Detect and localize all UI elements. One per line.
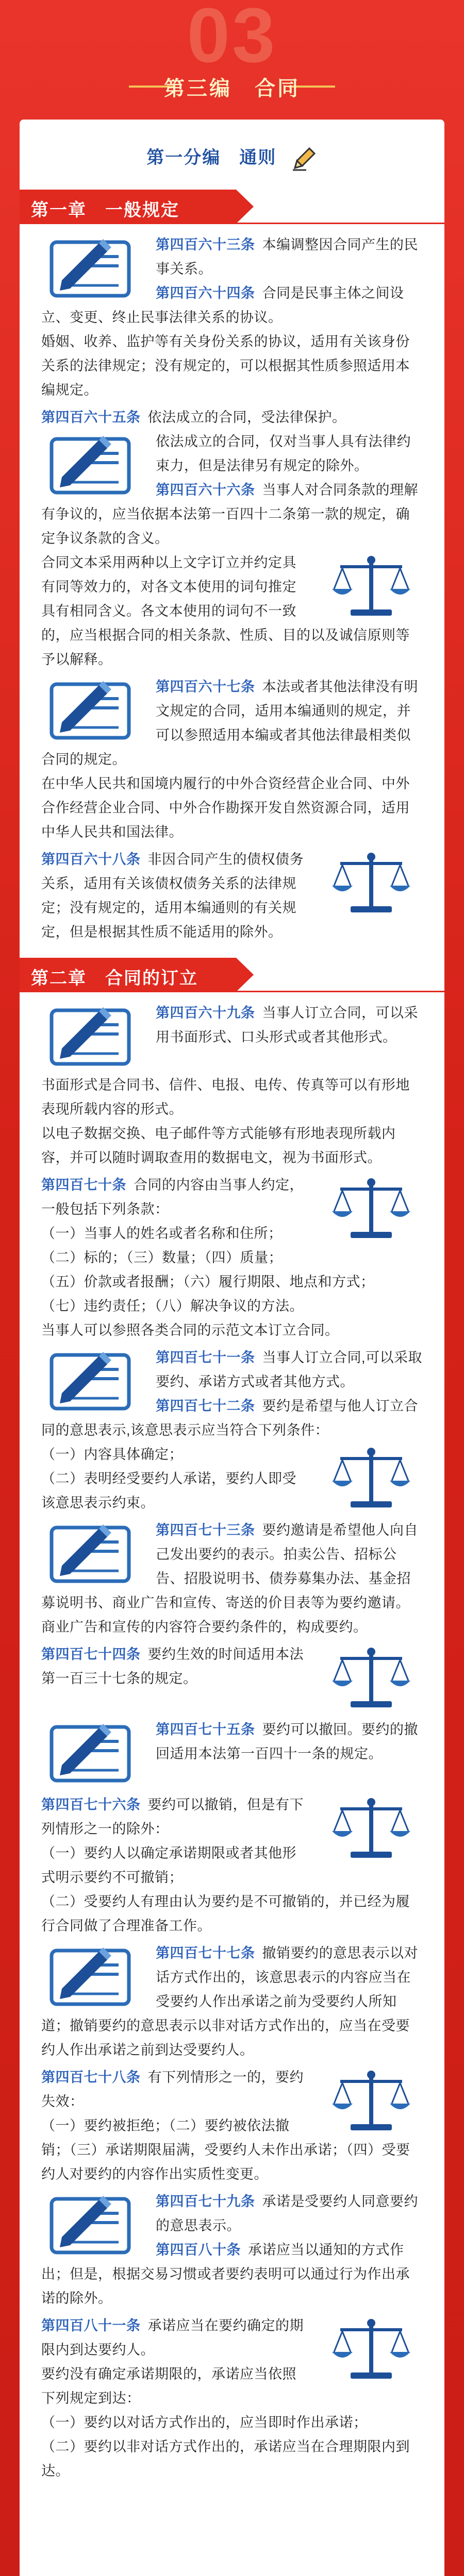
- content-card: [20, 120, 444, 2576]
- article-text: 要约可以撤销，但是有下列情形之一的除外：: [41, 1797, 304, 1837]
- article-number: 第四百六十四条: [156, 285, 255, 301]
- article-number: 第四百七十四条: [41, 1647, 141, 1663]
- article-item: （七）违约责任；（八）解决争议的方法。: [41, 1298, 304, 1314]
- article-text: 撤销要约的意思表示以对话方式作出的，该意思表示的内容应当在受要约人作出承诺之前为受要约人所知道；撤销要约的意思表示以非对话方式作出的，应当在受要约人作出承诺之前到达受要约人。: [41, 1945, 418, 2058]
- article-number: 第四百八十条: [156, 2242, 241, 2258]
- article-text: 承诺应当以通知的方式作出；但是，根据交易习惯或者要约表明可以通过行为作出承诺的除外。: [41, 2242, 410, 2307]
- article-number: 第四百六十八条: [41, 852, 141, 868]
- article-471: [41, 1346, 423, 1515]
- chapter-2-title: 第二章 合同的订立: [31, 969, 198, 989]
- article-467: [41, 675, 423, 844]
- contract-pen-icon: [41, 1348, 144, 1415]
- contract-pen-icon: [41, 1003, 144, 1070]
- article-468: [41, 848, 423, 944]
- chapter-1-header: [20, 190, 444, 224]
- article-text: 承诺是受要约人同意要约的意思表示。: [156, 2194, 418, 2234]
- article-463: [41, 233, 423, 402]
- article-text: 合同是民事主体之间设立、变更、终止民事法律关系的协议。: [41, 285, 404, 326]
- article-text: 有下列情形之一的，要约失效：: [41, 2070, 304, 2110]
- article-paragraph: 合同文本采用两种以上文字订立并约定具有同等效力的，对各文本使用的词句推定具有相同含义。各文本使用的词句不一致的，应当根据合同的相关条款、性质、目的以及诚信原则等予以解释。: [41, 555, 410, 668]
- scales-of-justice-icon: [320, 1795, 423, 1862]
- article-number: 第四百七十八条: [41, 2070, 141, 2086]
- contract-pen-icon: [41, 235, 144, 302]
- scales-of-justice-icon: [320, 1445, 423, 1512]
- article-465: [41, 405, 423, 672]
- article-number: 第四百七十九条: [156, 2194, 255, 2210]
- article-text: 当事人对合同条款的理解有争议的，应当依据本法第一百四十二条第一款的规定，确定争议条款的含义。: [41, 482, 418, 547]
- scales-of-justice-icon: [320, 2316, 423, 2383]
- article-number: 第四百六十六条: [156, 482, 255, 498]
- scales-of-justice-icon: [320, 1175, 423, 1242]
- article-474: [41, 1642, 423, 1715]
- article-text: 非因合同产生的债权债务关系，适用有关该债权债务关系的法律规定；没有规定的，适用本编通则的有关规定，但是根据其性质不能适用的除外。: [41, 852, 304, 940]
- article-item: （二）标的；（三）数量；（四）质量；: [41, 1250, 283, 1266]
- article-text: 承诺应当在要约确定的期限内到达要约人。: [41, 2318, 304, 2358]
- article-text: 本编调整因合同产生的民事关系。: [156, 237, 418, 277]
- article-number: 第四百六十七条: [156, 679, 255, 695]
- article-number: 第四百六十九条: [156, 1005, 255, 1021]
- subpart-title-text: 第一分编 通则: [146, 148, 277, 167]
- article-paragraph: 当事人可以参照各类合同的示范文本订立合同。: [41, 1323, 339, 1338]
- article-number: 第四百七十六条: [41, 1797, 141, 1813]
- article-473: [41, 1518, 423, 1639]
- article-item: （一）要约被拒绝；（二）要约被依法撤销；（三）承诺期限届满，受要约人未作出承诺；（四）受要约人对要约的内容作出实质性变更。: [41, 2118, 410, 2182]
- article-text: 合同的内容由当事人约定，一般包括下列条款：: [41, 1177, 304, 1217]
- scales-of-justice-icon: [320, 1645, 423, 1711]
- article-number: 第四百七十二条: [156, 1398, 255, 1414]
- chapter-1-title: 第一章 一般规定: [31, 200, 179, 221]
- article-item: （二）受要约人有理由认为要约是不可撤销的，并已经为履行合同做了合理准备工作。: [41, 1894, 410, 1934]
- article-number: 第四百七十条: [41, 1177, 126, 1193]
- article-paragraph: 书面形式是合同书、信件、电报、电传、传真等可以有形地表现所载内容的形式。: [41, 1077, 410, 1117]
- contract-pen-icon: [41, 2192, 144, 2259]
- article-text: 要约邀请是希望他人向自己发出要约的表示。拍卖公告、招标公告、招股说明书、债券募集办法、基金招募说明书、商业广告和宣传、寄送的价目表等为要约邀请。 商业广告和宣传的内容符合要约条件的，构成要约。: [41, 1522, 418, 1635]
- article-number: 第四百八十一条: [41, 2318, 141, 2334]
- article-paragraph: 在中华人民共和国境内履行的中外合资经营企业合同、中外合作经营企业合同、中外合作勘探开发自然资源合同，适用中华人民共和国法律。: [41, 776, 410, 840]
- article-481: [41, 2314, 423, 2483]
- article-469: [41, 1001, 423, 1170]
- article-479: [41, 2190, 423, 2311]
- contract-pen-icon: [41, 1720, 144, 1787]
- part-number: 03: [187, 0, 277, 78]
- article-item: （一）内容具体确定；: [41, 1447, 183, 1463]
- scales-of-justice-icon: [320, 2067, 423, 2134]
- article-number: 第四百七十七条: [156, 1945, 255, 1961]
- article-text: 当事人订立合同，可以采用书面形式、口头形式或者其他形式。: [156, 1005, 418, 1045]
- article-475: [41, 1718, 423, 1790]
- article-476: [41, 1793, 423, 1938]
- article-item: （一）要约以对话方式作出的，应当即时作出承诺；: [41, 2415, 368, 2431]
- article-text: 依法成立的合同，受法律保护。: [147, 410, 346, 426]
- contract-pen-icon: [41, 432, 144, 499]
- scales-of-justice-icon: [320, 553, 423, 620]
- article-number: 第四百七十三条: [156, 1522, 255, 1538]
- article-item: （五）价款或者报酬；（六）履行期限、地点和方式；: [41, 1274, 375, 1290]
- pencil-icon: [291, 145, 318, 172]
- article-item: （一）当事人的姓名或者名称和住所；: [41, 1226, 283, 1242]
- hero-header: [0, 0, 464, 113]
- article-text: 要约生效的时间适用本法第一百三十七条的规定。: [41, 1647, 304, 1687]
- article-470: [41, 1173, 423, 1343]
- article-number: 第四百六十五条: [41, 410, 141, 426]
- contract-pen-icon: [41, 1943, 144, 2010]
- contract-pen-icon: [41, 1520, 144, 1587]
- chapter-2-header: [20, 958, 444, 992]
- article-text: 要约是希望与他人订立合同的意思表示,该意思表示应当符合下列条件：: [41, 1398, 418, 1438]
- article-item: （一）要约人以确定承诺期限或者其他形式明示要约不可撤销；: [41, 1845, 296, 1886]
- article-text: 本法或者其他法律没有明文规定的合同，适用本编通则的规定，并可以参照适用本编或者其他法律最相类似合同的规定。: [41, 679, 418, 768]
- article-number: 第四百七十一条: [156, 1350, 255, 1366]
- scales-of-justice-icon: [320, 850, 423, 917]
- article-paragraph: 依法成立的合同，仅对当事人具有法律约束力，但是法律另有规定的除外。: [156, 434, 411, 474]
- article-478: [41, 2065, 423, 2187]
- article-paragraph: 以电子数据交换、电子邮件等方式能够有形地表现所载内容，并可以随时调取查用的数据电文，视为书面形式。: [41, 1126, 396, 1166]
- article-text: 要约可以撤回。要约的撤回适用本法第一百四十一条的规定。: [156, 1722, 418, 1762]
- part-title: 第三编 合同: [164, 77, 300, 100]
- article-number: 第四百六十三条: [156, 237, 255, 253]
- article-number: 第四百七十五条: [156, 1722, 255, 1738]
- article-paragraph: 要约没有确定承诺期限的，承诺应当依照下列规定到达：: [41, 2366, 296, 2406]
- article-item: （二）要约以非对话方式作出的，承诺应当在合理期限内到达。: [41, 2439, 410, 2479]
- subpart-title: [41, 120, 423, 190]
- contract-pen-icon: [41, 677, 144, 744]
- article-paragraph: 婚姻、收养、监护等有关身份关系的协议，适用有关该身份关系的法律规定；没有规定的，可以根据其性质参照适用本编规定。: [41, 334, 410, 398]
- article-item: （二）表明经受要约人承诺，要约人即受该意思表示约束。: [41, 1471, 296, 1511]
- article-text: 当事人订立合同,可以采取要约、承诺方式或者其他方式。: [156, 1350, 423, 1390]
- article-477: [41, 1941, 423, 2062]
